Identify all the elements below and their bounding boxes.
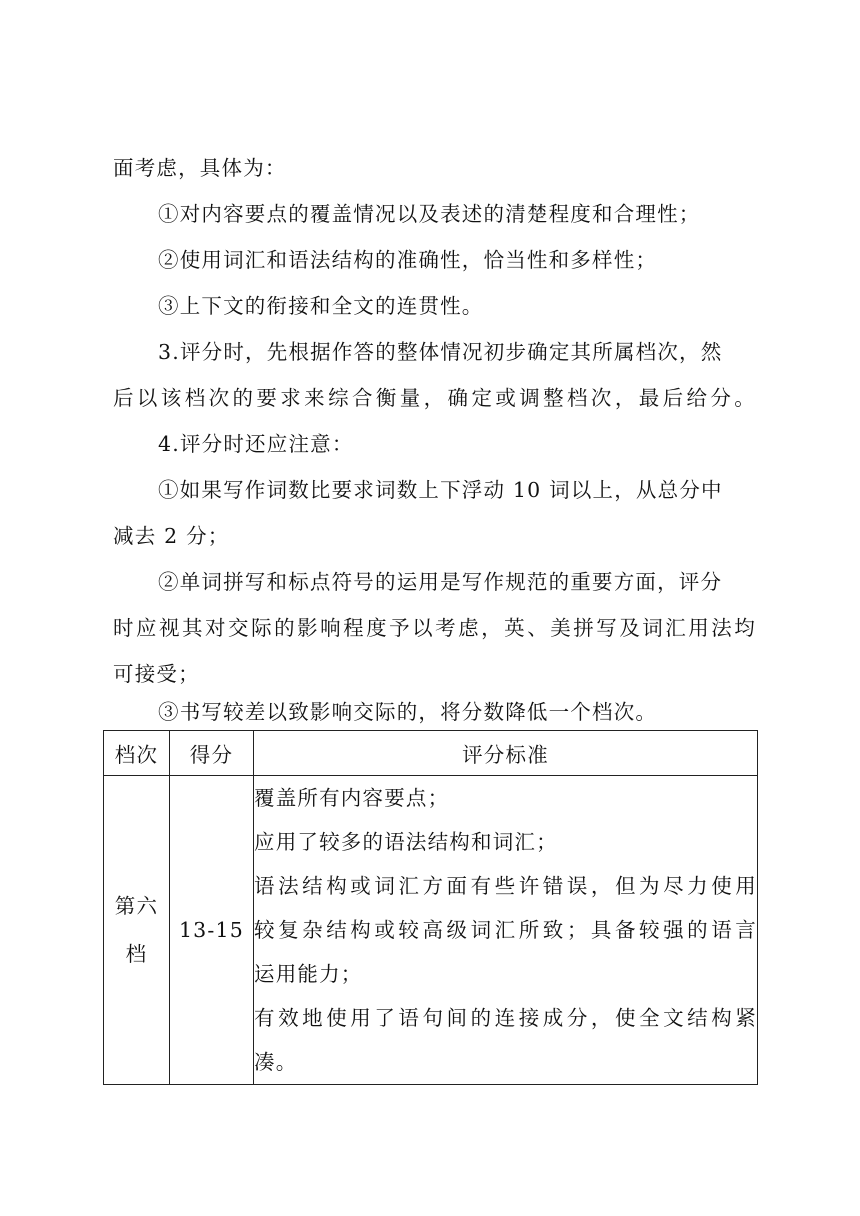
paragraph-line: ③书写较差以致影响交际的，将分数降低一个档次。 [158,700,658,724]
paragraph-line: ①如果写作词数比要求词数上下浮动 10 词以上，从总分中 [158,478,723,502]
paragraph-line: 后以该档次的要求来综合衡量，确定或调整档次，最后给分。 [113,386,756,410]
criteria-line: 语法结构或词汇方面有些许错误，但为尽力使用 [254,874,757,898]
level-cell [104,776,170,1085]
paragraph-line: 4.评分时还应注意： [158,432,354,456]
paragraph-line: ②使用词汇和语法结构的准确性，恰当性和多样性； [158,248,658,272]
criteria-line: 覆盖所有内容要点； [254,786,450,810]
table-row [104,776,758,1085]
criteria-line: 有效地使用了语句间的连接成分，使全文结构紧 [254,1006,757,1030]
criteria-line: 应用了较多的语法结构和词汇； [254,830,558,854]
criteria-line: 较复杂结构或较高级词汇所致；具备较强的语言 [254,918,757,942]
header-criteria: 评分标准 [254,731,758,776]
paragraph-line: 3.评分时，先根据作答的整体情况初步确定其所属档次，然 [158,340,723,364]
paragraph-line: ③上下文的衔接和全文的连贯性。 [158,294,484,318]
score-cell: 13-15 [170,776,254,1085]
criteria-cell [254,776,758,1085]
level-text-line: 第六 [114,894,159,918]
paragraph-line: 可接受； [113,662,200,686]
paragraph-line: 面考虑，具体为： [113,156,287,180]
criteria-line: 运用能力； [254,962,363,986]
level-text-line: 档 [125,942,148,966]
criteria-line: 凑。 [254,1050,298,1074]
scoring-rubric-table [103,730,758,1085]
table-header-row [104,731,758,776]
paragraph-line: ②单词拼写和标点符号的运用是写作规范的重要方面，评分 [158,570,723,594]
paragraph-line: 时应视其对交际的影响程度予以考虑，英、美拼写及词汇用法均 [113,616,756,640]
header-level: 档次 [104,731,170,776]
header-score: 得分 [170,731,254,776]
paragraph-line: 减去 2 分； [113,524,230,548]
paragraph-line: ①对内容要点的覆盖情况以及表述的清楚程度和合理性； [158,202,701,226]
